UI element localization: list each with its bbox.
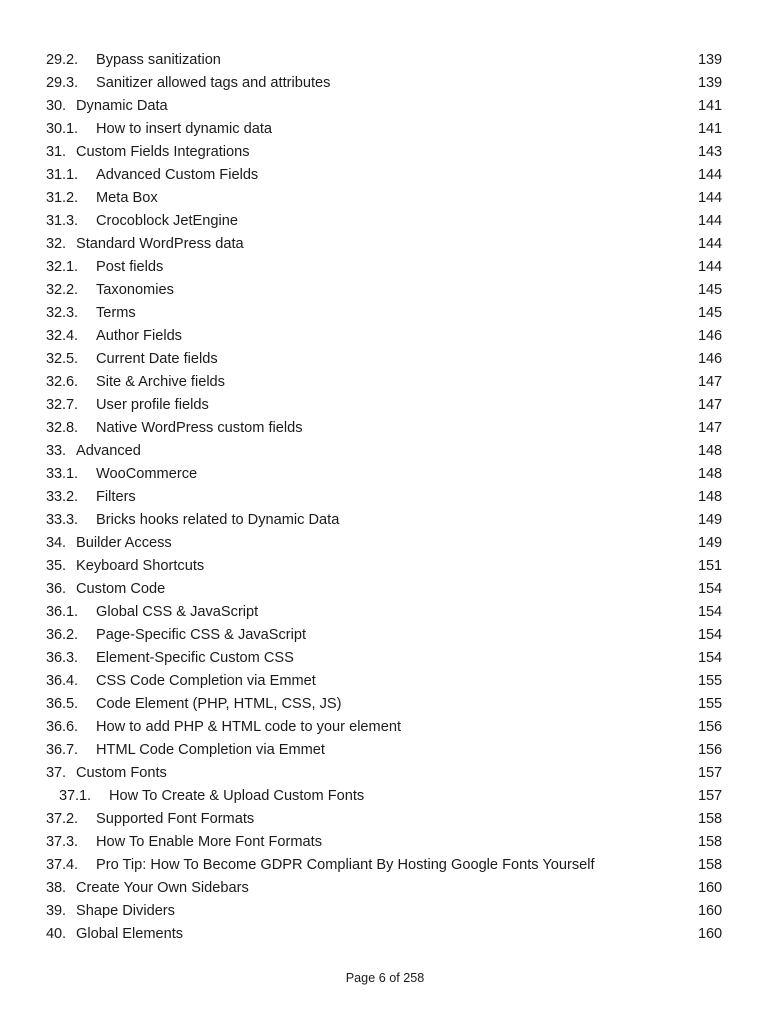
toc-entry[interactable] — [46, 417, 722, 440]
toc-entry-title: Global Elements — [76, 926, 184, 942]
toc-entry-page-number: 158 — [697, 834, 722, 850]
toc-entry[interactable] — [46, 256, 722, 279]
toc-entry-title: HTML Code Completion via Emmet — [96, 742, 325, 758]
toc-entry-page-number: 147 — [697, 420, 722, 436]
toc-entry[interactable] — [46, 762, 722, 785]
toc-entry[interactable] — [46, 463, 722, 486]
toc-entry-title: Code Element (PHP, HTML, CSS, JS) — [96, 696, 342, 712]
toc-entry-page-number: 158 — [697, 857, 722, 873]
toc-entry-title: Advanced Custom Fields — [96, 167, 259, 183]
toc-entry-page-number: 145 — [697, 305, 722, 321]
toc-entry-page-number: 144 — [697, 259, 722, 275]
toc-entry-title: Page-Specific CSS & JavaScript — [96, 627, 307, 643]
toc-entry-page-number: 154 — [697, 604, 722, 620]
toc-entry-number: 31.2. — [46, 190, 78, 206]
toc-entry-page-number: 154 — [697, 581, 722, 597]
toc-entry[interactable] — [46, 877, 722, 900]
toc-entry-title: Bypass sanitization — [96, 52, 221, 68]
toc-entry-number: 32.8. — [46, 420, 78, 436]
toc-entry[interactable] — [46, 716, 722, 739]
toc-entry-title: Current Date fields — [96, 351, 218, 367]
toc-entry-page-number: 141 — [697, 121, 722, 137]
page-footer: Page 6 of 258 — [345, 971, 425, 985]
toc-entry-number: 36.4. — [46, 673, 78, 689]
toc-entry[interactable] — [46, 670, 722, 693]
toc-entry-title: Advanced — [76, 443, 141, 459]
toc-entry[interactable] — [46, 900, 722, 923]
toc-entry[interactable] — [46, 49, 722, 72]
toc-entry[interactable] — [46, 486, 722, 509]
toc-entry-page-number: 154 — [697, 650, 722, 666]
toc-entry-title: Taxonomies — [96, 282, 174, 298]
toc-entry[interactable] — [46, 532, 722, 555]
toc-entry-number: 32. — [46, 236, 66, 252]
toc-entry-number: 32.1. — [46, 259, 78, 275]
toc-entry-number: 30. — [46, 98, 66, 114]
toc-entry-page-number: 144 — [697, 190, 722, 206]
toc-entry-title: Keyboard Shortcuts — [76, 558, 205, 574]
toc-entry[interactable] — [46, 509, 722, 532]
toc-entry-number: 33.3. — [46, 512, 78, 528]
toc-entry[interactable] — [46, 394, 722, 417]
toc-entry-page-number: 160 — [697, 903, 722, 919]
toc-entry-title: Custom Fields Integrations — [76, 144, 250, 160]
toc-entry[interactable] — [46, 440, 722, 463]
toc-entry-page-number: 155 — [697, 673, 722, 689]
toc-entry-page-number: 157 — [697, 788, 722, 804]
toc-entry-title: CSS Code Completion via Emmet — [96, 673, 316, 689]
toc-entry-number: 37.4. — [46, 857, 78, 873]
toc-entry-title: User profile fields — [96, 397, 209, 413]
toc-entry[interactable] — [46, 302, 722, 325]
toc-entry[interactable] — [46, 923, 722, 946]
toc-entry-number: 38. — [46, 880, 66, 896]
toc-entry-number: 36.7. — [46, 742, 78, 758]
toc-entry-number: 39. — [46, 903, 66, 919]
toc-entry-number: 31.3. — [46, 213, 78, 229]
toc-entry-number: 37.1. — [59, 788, 91, 804]
toc-entry-page-number: 147 — [697, 397, 722, 413]
toc-entry-title: Element-Specific Custom CSS — [96, 650, 294, 666]
toc-entry-title: How To Create & Upload Custom Fonts — [109, 788, 365, 804]
toc-entry[interactable] — [46, 555, 722, 578]
toc-entry-number: 32.3. — [46, 305, 78, 321]
toc-entry-page-number: 147 — [697, 374, 722, 390]
toc-entry[interactable] — [46, 95, 722, 118]
toc-entry-page-number: 139 — [697, 75, 722, 91]
toc-entry-number: 40. — [46, 926, 66, 942]
toc-entry-number: 36. — [46, 581, 66, 597]
toc-entry-page-number: 144 — [697, 236, 722, 252]
toc-entry-title: Bricks hooks related to Dynamic Data — [96, 512, 340, 528]
toc-entry-page-number: 151 — [697, 558, 722, 574]
toc-entry-number: 35. — [46, 558, 66, 574]
toc-entry[interactable] — [46, 141, 722, 164]
toc-entry[interactable] — [46, 647, 722, 670]
toc-entry-number: 37. — [46, 765, 66, 781]
toc-entry-page-number: 160 — [697, 880, 722, 896]
toc-entry[interactable] — [46, 348, 722, 371]
toc-entry-title: Terms — [96, 305, 136, 321]
toc-entry-page-number: 149 — [697, 512, 722, 528]
toc-entry-page-number: 157 — [697, 765, 722, 781]
toc-entry-title: Filters — [96, 489, 136, 505]
toc-entry-page-number: 149 — [697, 535, 722, 551]
toc-entry[interactable] — [46, 118, 722, 141]
toc-entry-title: Shape Dividers — [76, 903, 175, 919]
toc-entry-title: Sanitizer allowed tags and attributes — [96, 75, 331, 91]
toc-entry[interactable] — [46, 279, 722, 302]
toc-entry-page-number: 143 — [697, 144, 722, 160]
toc-entry-title: Pro Tip: How To Become GDPR Compliant By Hosting Google Fonts Yourself — [96, 857, 595, 873]
toc-entry-page-number: 156 — [697, 719, 722, 735]
toc-entry-number: 36.2. — [46, 627, 78, 643]
toc-entry-number: 34. — [46, 535, 66, 551]
toc-entry[interactable] — [46, 739, 722, 762]
toc-entry-title: WooCommerce — [96, 466, 198, 482]
toc-entry[interactable] — [46, 325, 722, 348]
toc-entry[interactable] — [46, 210, 722, 233]
toc-entry-title: Post fields — [96, 259, 164, 275]
toc-entry-title: Custom Code — [76, 581, 166, 597]
toc-entry-page-number: 139 — [697, 52, 722, 68]
toc-entry[interactable] — [46, 187, 722, 210]
toc-entry-title: Native WordPress custom fields — [96, 420, 303, 436]
toc-entry[interactable] — [46, 601, 722, 624]
toc-entry-number: 31.1. — [46, 167, 78, 183]
toc-entry-number: 30.1. — [46, 121, 78, 137]
toc-entry-number: 31. — [46, 144, 66, 160]
toc-entry-page-number: 146 — [697, 328, 722, 344]
toc-entry-number: 36.5. — [46, 696, 78, 712]
toc-entry-title: Builder Access — [76, 535, 172, 551]
toc-entry[interactable] — [46, 693, 722, 716]
toc-entry-title: How to insert dynamic data — [96, 121, 273, 137]
toc-entry[interactable] — [46, 164, 722, 187]
toc-entry-page-number: 148 — [697, 443, 722, 459]
toc-entry[interactable] — [46, 808, 722, 831]
toc-entry-title: How to add PHP & HTML code to your element — [96, 719, 401, 735]
toc-entry[interactable] — [46, 233, 722, 256]
toc-entry[interactable] — [46, 831, 722, 854]
toc-entry-number: 32.4. — [46, 328, 78, 344]
toc-entry[interactable] — [46, 578, 722, 601]
toc-entry[interactable] — [46, 785, 722, 808]
table-of-contents — [46, 49, 722, 946]
toc-entry-title: Create Your Own Sidebars — [76, 880, 249, 896]
toc-entry-number: 29.2. — [46, 52, 78, 68]
toc-entry-number: 37.2. — [46, 811, 78, 827]
toc-entry-number: 33. — [46, 443, 66, 459]
toc-entry[interactable] — [46, 72, 722, 95]
toc-entry-title: Author Fields — [96, 328, 182, 344]
toc-entry-number: 32.7. — [46, 397, 78, 413]
toc-entry-page-number: 158 — [697, 811, 722, 827]
toc-entry-title: Crocoblock JetEngine — [96, 213, 238, 229]
toc-entry-number: 36.1. — [46, 604, 78, 620]
toc-entry-page-number: 145 — [697, 282, 722, 298]
toc-entry-page-number: 156 — [697, 742, 722, 758]
toc-entry[interactable] — [46, 371, 722, 394]
toc-entry-title: Global CSS & JavaScript — [96, 604, 259, 620]
toc-entry-title: Meta Box — [96, 190, 158, 206]
toc-entry-page-number: 155 — [697, 696, 722, 712]
toc-entry-number: 37.3. — [46, 834, 78, 850]
toc-entry-page-number: 144 — [697, 213, 722, 229]
toc-entry[interactable] — [46, 624, 722, 647]
toc-entry-number: 36.6. — [46, 719, 78, 735]
toc-entry-title: Dynamic Data — [76, 98, 168, 114]
toc-entry-title: Site & Archive fields — [96, 374, 225, 390]
toc-entry-page-number: 160 — [697, 926, 722, 942]
toc-entry-page-number: 146 — [697, 351, 722, 367]
toc-entry-title: Standard WordPress data — [76, 236, 244, 252]
toc-entry-page-number: 144 — [697, 167, 722, 183]
toc-entry-number: 33.2. — [46, 489, 78, 505]
toc-entry-number: 33.1. — [46, 466, 78, 482]
toc-entry-title: Supported Font Formats — [96, 811, 255, 827]
toc-entry-number: 36.3. — [46, 650, 78, 666]
toc-entry-page-number: 154 — [697, 627, 722, 643]
toc-entry-number: 32.6. — [46, 374, 78, 390]
toc-entry-title: How To Enable More Font Formats — [96, 834, 323, 850]
toc-entry[interactable] — [46, 854, 722, 877]
toc-entry-number: 32.5. — [46, 351, 78, 367]
toc-entry-page-number: 141 — [697, 98, 722, 114]
toc-entry-number: 32.2. — [46, 282, 78, 298]
toc-entry-page-number: 148 — [697, 466, 722, 482]
toc-entry-page-number: 148 — [697, 489, 722, 505]
toc-entry-number: 29.3. — [46, 75, 78, 91]
toc-entry-title: Custom Fonts — [76, 765, 167, 781]
